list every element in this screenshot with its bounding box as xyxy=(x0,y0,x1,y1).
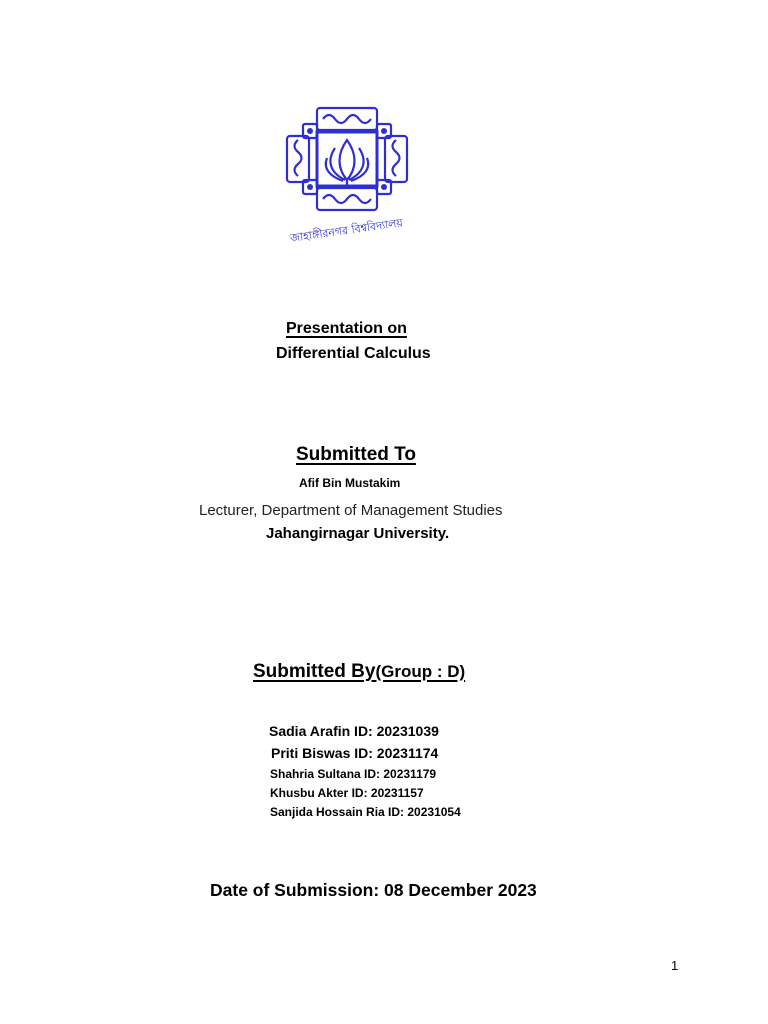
member-4: Khusbu Akter ID: 20231157 xyxy=(270,786,424,800)
member-3: Shahria Sultana ID: 20231179 xyxy=(270,767,437,781)
submitted-by-heading-line xyxy=(253,661,465,683)
university-name-bengali: জাহাঙ্গীরনগর বিশ্ববিদ্যালয় xyxy=(289,216,404,245)
member-1: Sadia Arafin ID: 20231039 xyxy=(269,723,439,739)
member-5: Sanjida Hossain Ria ID: 20231054 xyxy=(270,805,461,819)
university-logo xyxy=(283,102,411,252)
presentation-title-label: Presentation on xyxy=(286,320,407,337)
group-label: (Group : D) xyxy=(375,662,466,681)
presentation-topic: Differential Calculus xyxy=(276,345,431,362)
submitted-to-heading: Submitted To xyxy=(296,444,416,465)
submission-date: Date of Submission: 08 December 2023 xyxy=(210,880,537,900)
university-name: Jahangirnagar University. xyxy=(266,525,450,542)
page-number: 1 xyxy=(671,958,679,973)
supervisor-name: Afif Bin Mustakim xyxy=(299,476,401,490)
university-crest-icon xyxy=(283,102,411,252)
supervisor-designation: Lecturer, Department of Management Studies xyxy=(199,502,503,519)
submitted-by-heading: Submitted By xyxy=(253,661,376,682)
member-2: Priti Biswas ID: 20231174 xyxy=(271,745,439,761)
